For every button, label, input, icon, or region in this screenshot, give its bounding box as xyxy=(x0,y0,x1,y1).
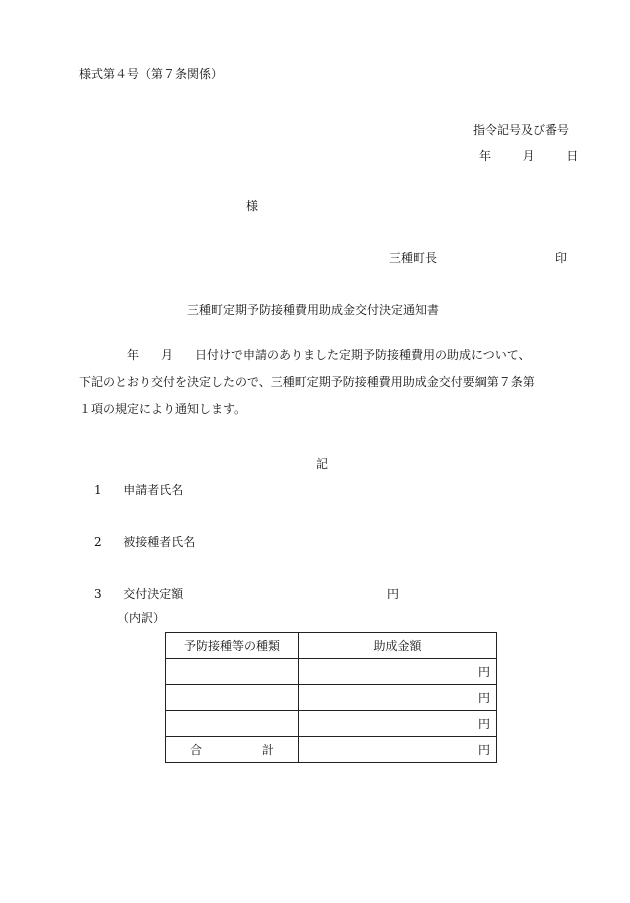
header-type: 予防接種等の種類 xyxy=(166,633,299,659)
item-3 xyxy=(94,588,183,600)
form-number: 様式第４号（第７条関係） xyxy=(79,67,224,81)
item-3-number: 3 xyxy=(94,587,102,601)
cell-amount: 円 xyxy=(299,711,497,737)
body-line-1 xyxy=(79,342,569,369)
breakdown-label: （内訳） xyxy=(117,611,166,625)
reference-number-label: 指令記号及び番号 xyxy=(472,123,569,137)
cell-type xyxy=(166,659,299,685)
date-day: 日 xyxy=(566,149,579,163)
table-total-row xyxy=(166,737,497,763)
item-2-label: 被接種者氏名 xyxy=(123,535,196,549)
table-row xyxy=(166,711,497,737)
cell-type xyxy=(166,685,299,711)
breakdown-table xyxy=(165,632,497,763)
body-line-1-rest: 日付けで申請のありました定期予防接種費用の助成について、 xyxy=(195,348,531,362)
ki-heading: 記 xyxy=(316,457,329,471)
item-3-label: 交付決定額 xyxy=(123,587,184,601)
issuer-seal: 印 xyxy=(555,251,568,265)
body-line-3: １項の規定により通知します。 xyxy=(79,402,247,416)
item-1-number: 1 xyxy=(94,483,102,497)
body-line-2: 下記のとおり交付を決定したので、三種町定期予防接種費用助成金交付要綱第７条第 xyxy=(79,375,535,389)
body-text xyxy=(79,342,569,423)
cell-amount: 円 xyxy=(299,685,497,711)
date-line xyxy=(479,150,578,162)
issuer-title: 三種町長 xyxy=(389,251,438,265)
body-month: 月 xyxy=(161,348,174,362)
total-amount: 円 xyxy=(299,737,497,763)
total-label-left: 合 xyxy=(189,742,202,757)
cell-amount: 円 xyxy=(299,659,497,685)
item-3-unit: 円 xyxy=(387,587,400,601)
body-year: 年 xyxy=(127,348,140,362)
addressee-honorific: 様 xyxy=(246,199,259,213)
document-title: 三種町定期予防接種費用助成金交付決定通知書 xyxy=(187,303,440,317)
total-label-right: 計 xyxy=(262,742,275,757)
cell-type xyxy=(166,711,299,737)
item-2-number: 2 xyxy=(94,535,102,549)
item-1 xyxy=(94,484,183,496)
total-label xyxy=(166,737,299,763)
table-row xyxy=(166,685,497,711)
table-row xyxy=(166,659,497,685)
date-year: 年 xyxy=(479,149,492,163)
table-header-row xyxy=(166,633,497,659)
header-amount: 助成金額 xyxy=(299,633,497,659)
item-1-label: 申請者氏名 xyxy=(123,483,184,497)
item-2 xyxy=(94,536,195,548)
date-month: 月 xyxy=(522,149,535,163)
